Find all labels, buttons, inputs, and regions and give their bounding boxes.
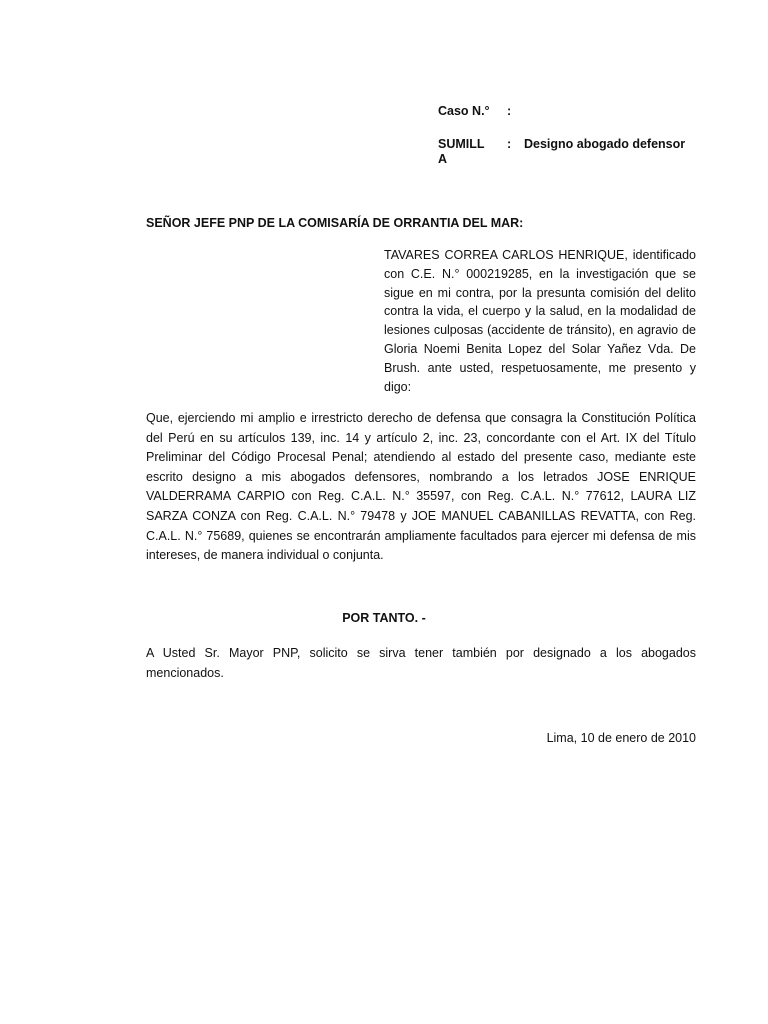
sumilla-value: Designo abogado defensor [524,137,686,151]
intro-text: identificado con C.E. N.° 000219285, en la investigación que se sigue en mi contra, por la presunta comisión del delito contra la vida, el cuerpo y la salud, en la modalidad de lesiones culposas (accidente de tránsito), en agravio de Gloria Noemi Benita Lopez del Solar Yañez Vda. De Brush. ante usted, respetuosamente, me presento y digo: [384,248,696,394]
case-number-colon: : [507,104,512,118]
case-number-label: Caso N.° [438,104,490,118]
date-line: Lima, 10 de enero de 2010 [546,731,696,745]
request-paragraph: A Usted Sr. Mayor PNP, solicito se sirva tener también por designado a los abogados mencionados. [146,646,696,680]
petitioner-name: TAVARES CORREA CARLOS HENRIQUE, [384,248,628,262]
sumilla-label-line2: A [438,152,448,166]
sumilla-label-line1: SUMILL [438,137,485,151]
body-paragraph: Que, ejerciendo mi amplio e irrestricto derecho de defensa que consagra la Constitución Política del Perú en su artículos 139, inc. 14 y artículo 2, inc. 23, concordante con el Art. IX del Título Preliminar del Código Procesal Penal; atendiendo al estado del presente caso, mediante este escrito designo a mis abogados defensores, nombrando a los letrados JOSE ENRIQUE VALDERRAMA CARPIO con Reg. C.A.L. N.° 35597, con Reg. C.A.L. N.° 77612, LAURA LIZ SARZA CONZA con Reg. C.A.L. N.° 79478 y JOE MANUEL CABANILLAS REVATTA, con Reg. C.A.L. N.° 75689, quienes se encontrarán ampliamente facultados para ejercer mi defensa de mis intereses, de manera individual o conjunta. [146,411,696,563]
sumilla-colon: : [507,137,512,151]
intro-paragraph [384,246,696,396]
por-tanto-heading: POR TANTO. - [342,611,426,625]
addressee-heading: SEÑOR JEFE PNP DE LA COMISARÍA DE ORRANTIA DEL MAR: [146,216,524,230]
